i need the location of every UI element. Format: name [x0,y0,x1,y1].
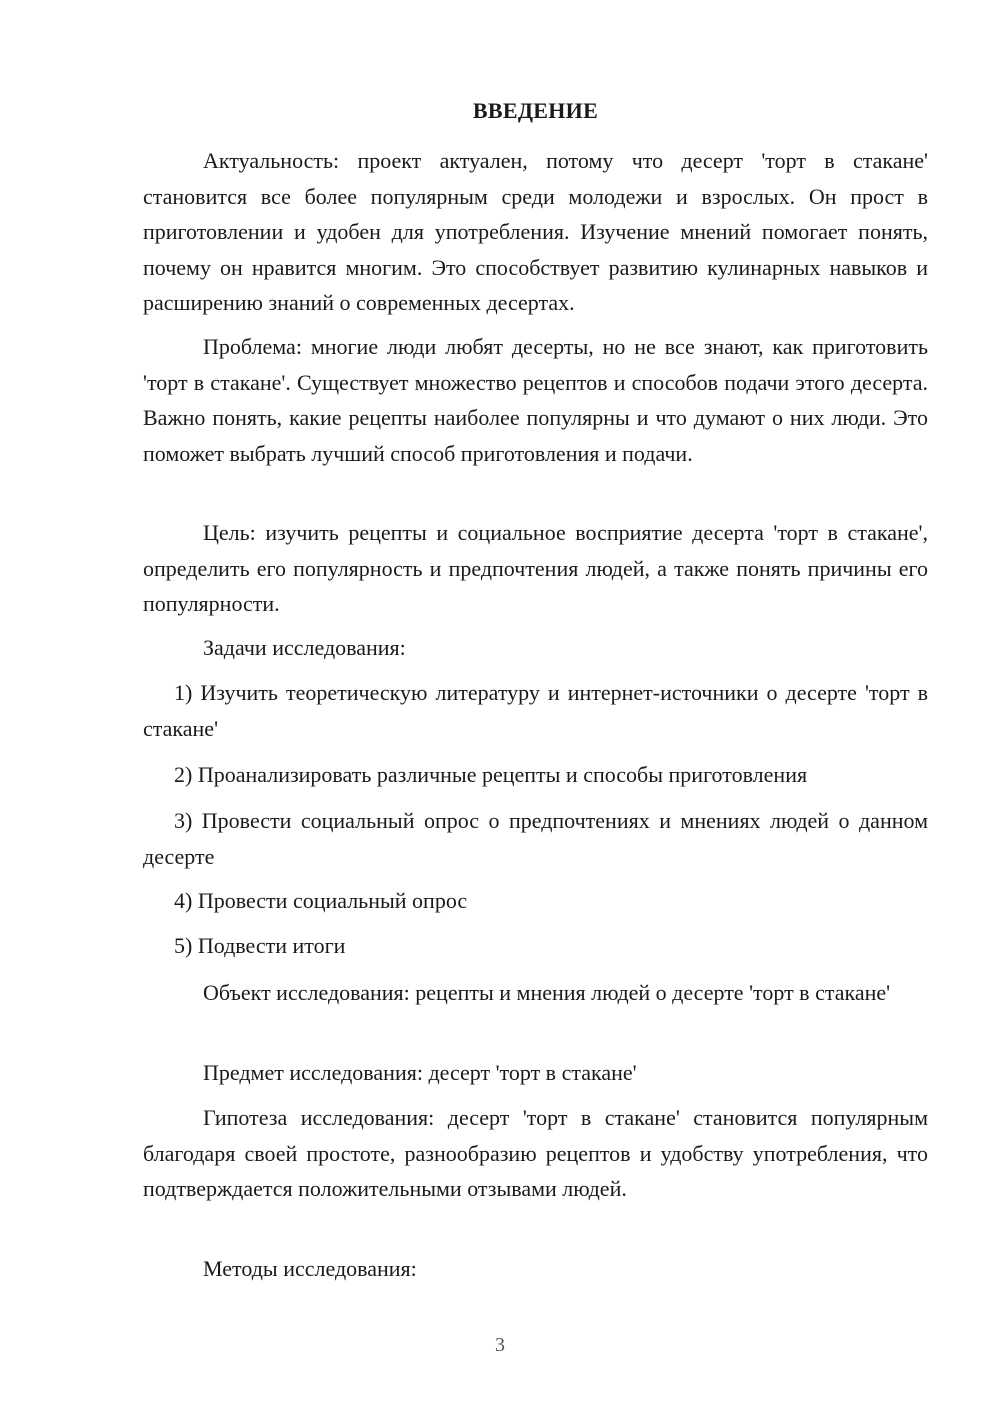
paragraph-relevance: Актуальность: проект актуален, потому что десерт 'торт в стакане' становится все более популярным среди молодежи и взрослых. Он прост в приготовлении и удобен для употребления. Изучение мнений помогает понять, почему он нравится многим. Это способствует развитию кулинарных навыков и расширению знаний о современных десертах. [143,148,928,315]
paragraph-object: Объект исследования: рецепты и мнения людей о десерте 'торт в стакане' [203,980,891,1005]
paragraph-methods-heading: Методы исследования: [203,1256,417,1281]
task-item-5: 5) Подвести итоги [174,933,346,958]
task-item-4: 4) Провести социальный опрос [174,888,468,913]
task-item-3: 3) Провести социальный опрос о предпочтениях и мнениях людей о данном десерте [143,808,928,869]
task-item-2: 2) Проанализировать различные рецепты и способы приготовления [174,762,808,787]
paragraph-tasks-heading: Задачи исследования: [203,635,406,660]
task-item-1: 1) Изучить теоретическую литературу и интернет-источники о десерте 'торт в стакане' [143,680,928,741]
paragraph-goal: Цель: изучить рецепты и социальное восприятие десерта 'торт в стакане', определить его популярность и предпочтения людей, а также понять причины его популярности. [143,520,928,616]
paragraph-problem: Проблема: многие люди любят десерты, но не все знают, как приготовить 'торт в стакане'. Существует множество рецептов и способов подачи этого десерта. Важно понять, какие рецепты наиболее популярны и что думают о них люди. Это поможет выбрать лучший способ приготовления и подачи. [143,334,928,466]
section-title: ВВЕДЕНИЕ [472,98,599,123]
page-number: 3 [495,1334,505,1356]
paragraph-subject: Предмет исследования: десерт 'торт в стакане' [203,1060,637,1085]
paragraph-hypothesis: Гипотеза исследования: десерт 'торт в стакане' становится популярным благодаря своей простоте, разнообразию рецептов и удобству употребления, что подтверждается положительными отзывами людей. [143,1105,928,1201]
